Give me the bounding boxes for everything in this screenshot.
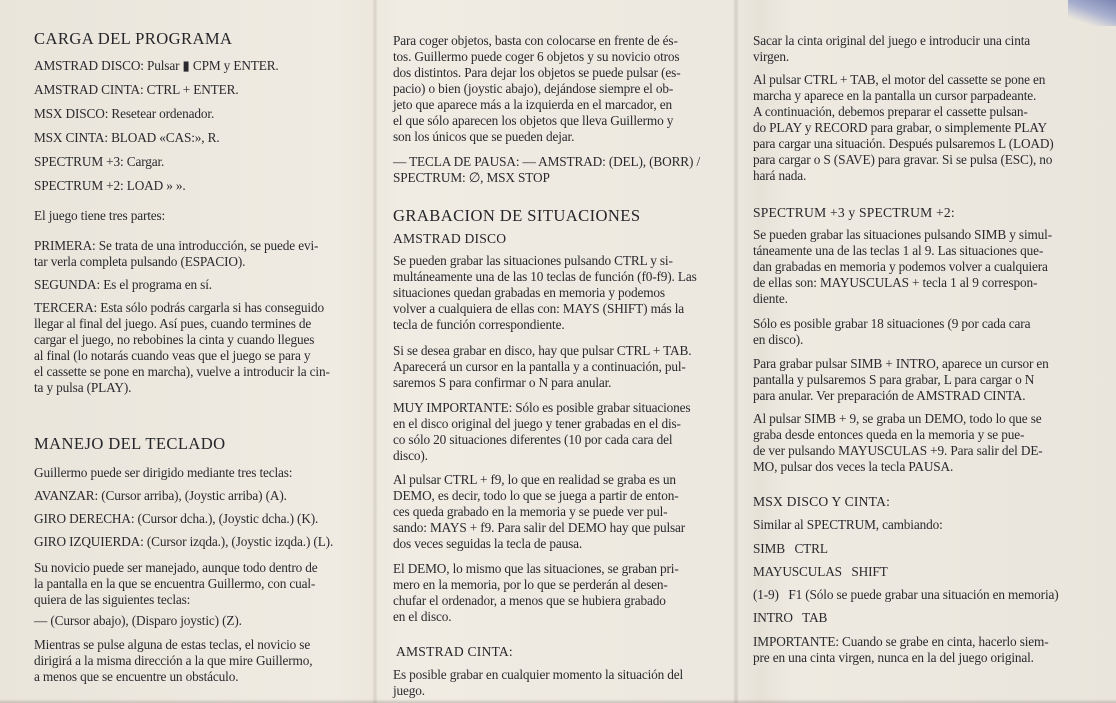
coger-line: el que sólo aparecen los objetos que lleva Guillermo y — [393, 113, 674, 128]
paper-fold — [733, 0, 739, 703]
cinta-line: Es posible grabar en cualquier momento la situación del — [393, 667, 684, 682]
pausa-line: SPECTRUM: ∅, MSX STOP — [393, 170, 550, 185]
sacar-line: virgen. — [753, 49, 790, 64]
f9-line: sando: MAYS + f9. Para salir del DEMO hay que pulsar — [393, 520, 686, 535]
primera-line: PRIMERA: Se trata de una introducción, se puede evi- — [34, 238, 319, 253]
disco-line: Si se desea grabar en disco, hay que pulsar CTRL + TAB. — [393, 343, 692, 358]
spectrum-line: graba desde entonces queda en la memoria y se pue- — [753, 427, 1025, 442]
disco-line: Aparecerá un cursor en la pantalla y a continuación, pul- — [393, 359, 686, 374]
spectrum-line: Se pueden grabar las situaciones pulsando SIMB y simul- — [753, 227, 1053, 242]
coger-line: Para coger objetos, basta con colocarse en frente de és- — [393, 33, 678, 48]
ctrl-tab-line: para cargar una situación. Después pulsaremos L (LOAD) — [753, 136, 1054, 151]
disco-line: situaciones quedan grabadas en memoria y podemos — [393, 285, 665, 300]
tercera-line: cargar el juego, no rebobines la cinta y cuando llegues — [34, 332, 315, 347]
importante-line: pre en una cinta virgen, nunca en la del juego original. — [753, 650, 1034, 665]
key-map-line: (1-9) F1 (Sólo se puede grabar una situación en memoria) — [753, 587, 1059, 602]
disco-line: saremos S para confirmar o N para anular. — [393, 375, 612, 390]
spectrum-line: en disco). — [753, 332, 804, 347]
spectrum-line: de ver pulsando MAYUSCULAS +9. Para salir del DE- — [753, 443, 1043, 458]
carga-line: MSX CINTA: BLOAD «CAS:», R. — [34, 130, 220, 145]
disco-line: multáneamente una de las 10 teclas de función (f0-f9). Las — [393, 269, 697, 284]
muy-importante-line: en el disco original del juego y tener grabadas en el dis- — [393, 416, 681, 431]
coger-line: jeto que aparece más a la izquierda en el marcador, en — [393, 97, 672, 112]
spectrum-line: táneamente una de las teclas 1 al 9. Las situaciones que- — [753, 243, 1044, 258]
segunda-text: SEGUNDA: Es el programa en sí. — [34, 277, 212, 292]
key-map-line: INTRO TAB — [753, 610, 828, 625]
coger-line: pacio) o bien (joystic abajo), dejándose siempre el ob- — [393, 81, 674, 96]
manejo-title: MANEJO DEL TECLADO — [34, 434, 226, 453]
coger-line: dos distintos. Para dejar los objetos se puede pulsar (es- — [393, 65, 681, 80]
grabacion-title: GRABACION DE SITUACIONES — [393, 206, 641, 225]
coger-line: tos. Guillermo puede coger 6 objetos y su novicio otros — [393, 49, 680, 64]
giro-derecha-line: GIRO DERECHA: (Cursor dcha.), (Joystic dcha.) (K). — [34, 511, 319, 526]
importante-line: IMPORTANTE: Cuando se grabe en cinta, hacerlo siem- — [753, 634, 1049, 649]
ctrl-tab-line: A continuación, debemos preparar el cassette pulsan- — [753, 104, 1028, 119]
f9-line: Al pulsar CTRL + f9, lo que en realidad se graba es un — [393, 472, 676, 487]
coger-line: son los únicos que se pueden dejar. — [393, 129, 575, 144]
tercera-line: llegar al final del juego. Así pues, cuando termines de — [34, 316, 312, 331]
muy-importante-line: disco). — [393, 448, 428, 463]
disco-line: Se pueden grabar las situaciones pulsando CTRL y si- — [393, 253, 673, 268]
partes-intro: El juego tiene tres partes: — [34, 208, 166, 223]
demo-line: El DEMO, lo mismo que las situaciones, se graban pri- — [393, 561, 679, 576]
muy-importante-line: co sólo 20 situaciones diferentes (10 por cada cara del — [393, 432, 673, 447]
spectrum-line: Para grabar pulsar SIMB + INTRO, aparece un cursor en — [753, 356, 1049, 371]
disco-line: volver a cualquiera de ellas con: MAYS (SHIFT) más la — [393, 301, 685, 316]
key-map-line: MAYUSCULAS SHIFT — [753, 564, 888, 579]
novicio-line: Su novicio puede ser manejado, aunque todo dentro de — [34, 560, 318, 575]
mientras-line: a menos que se encuentre un obstáculo. — [34, 669, 239, 684]
carga-line: SPECTRUM +2: LOAD » ». — [34, 178, 186, 193]
f9-line: dos veces seguidas la tecla de pausa. — [393, 536, 583, 551]
carga-line: SPECTRUM +3: Cargar. — [34, 154, 165, 169]
carga-line: MSX DISCO: Resetear ordenador. — [34, 106, 215, 121]
sacar-line: Sacar la cinta original del juego e introducir una cinta — [753, 33, 1031, 48]
spectrum-line: Sólo es posible grabar 18 situaciones (9 por cada cara — [753, 316, 1031, 331]
tercera-line: el cassette se pone en marcha), vuelve a introducir la cin- — [34, 364, 330, 379]
novicio-line: la pantalla en la que se encuentra Guillermo, con cual- — [34, 576, 316, 591]
ctrl-tab-line: para cargar o S (SAVE) para gravar. Si se pulsa (ESC), no — [753, 152, 1053, 167]
key-map-line: SIMB CTRL — [753, 541, 828, 556]
manejo-intro: Guillermo puede ser dirigido mediante tres teclas: — [34, 465, 293, 480]
ctrl-tab-line: do PLAY y RECORD para grabar, o simplemente PLAY — [753, 120, 1048, 135]
msx-heading: MSX DISCO Y CINTA: — [753, 494, 891, 509]
similar-line: Similar al SPECTRUM, cambiando: — [753, 517, 943, 532]
carga-line: AMSTRAD DISCO: Pulsar ▮ CPM y ENTER. — [34, 58, 279, 73]
ctrl-tab-line: hará nada. — [753, 168, 807, 183]
spectrum-heading: SPECTRUM +3 y SPECTRUM +2: — [753, 205, 955, 220]
avanzar-line: AVANZAR: (Cursor arriba), (Joystic arriba) (A). — [34, 488, 287, 503]
disco-line: tecla de función correspondiente. — [393, 317, 565, 332]
mientras-line: dirigirá a la misma dirección a la que mire Guillermo, — [34, 653, 313, 668]
f9-line: DEMO, es decir, todo lo que se juega a partir de enton- — [393, 488, 679, 503]
ctrl-tab-line: marcha y aparece en la pantalla un cursor parpadeante. — [753, 88, 1037, 103]
muy-importante-line: MUY IMPORTANTE: Sólo es posible grabar situaciones — [393, 400, 691, 415]
amstrad-cinta-heading: AMSTRAD CINTA: — [396, 644, 513, 659]
f9-line: ces queda grabado en la memoria y se puede ver pul- — [393, 504, 668, 519]
tercera-line: al final (lo notarás cuando veas que el juego se para y — [34, 348, 311, 363]
spectrum-line: MO, pulsar dos veces la tecla PAUSA. — [753, 459, 954, 474]
pausa-line: — TECLA DE PAUSA: — AMSTRAD: (DEL), (BORR) / — [393, 154, 701, 169]
corner-shadow — [1068, 0, 1116, 26]
mientras-line: Mientras se pulse alguna de estas teclas, el novicio se — [34, 637, 311, 652]
demo-line: chufar el ordenador, a menos que se hubiera grabado — [393, 593, 666, 608]
demo-line: en el disco. — [393, 609, 452, 624]
carga-title: CARGA DEL PROGRAMA — [34, 29, 233, 48]
ctrl-tab-line: Al pulsar CTRL + TAB, el motor del cassette se pone en — [753, 72, 1046, 87]
paper-edge — [0, 699, 1116, 703]
spectrum-line: de ellas son: MAYUSCULAS + tecla 1 al 9 correspon- — [753, 275, 1038, 290]
spectrum-line: Al pulsar SIMB + 9, se graba un DEMO, todo lo que se — [753, 411, 1042, 426]
giro-izquierda-line: GIRO IZQUIERDA: (Cursor izqda.), (Joystic izqda.) (L). — [34, 534, 334, 549]
cinta-line: juego. — [393, 683, 425, 698]
spectrum-line: dan grabadas en memoria y podemos volver a cualquiera — [753, 259, 1048, 274]
amstrad-disco-heading: AMSTRAD DISCO — [393, 231, 507, 246]
carga-line: AMSTRAD CINTA: CTRL + ENTER. — [34, 82, 239, 97]
tercera-line: TERCERA: Esta sólo podrás cargarla si has conseguido — [34, 300, 324, 315]
spectrum-line: diente. — [753, 291, 788, 306]
tercera-line: ta y pulsa (PLAY). — [34, 380, 132, 395]
spectrum-line: pantalla y pulsaremos S para grabar, L para cargar o N — [753, 372, 1035, 387]
novicio-line: quiera de las siguientes teclas: — [34, 592, 191, 607]
spectrum-line: para anular. Ver preparación de AMSTRAD CINTA. — [753, 388, 1026, 403]
primera-line: tar verla completa pulsando (ESPACIO). — [34, 254, 246, 269]
cursor-abajo-line: — (Cursor abajo), (Disparo joystic) (Z). — [34, 613, 242, 628]
paper-fold — [372, 0, 378, 703]
demo-line: mero en la memoria, por lo que se perderán al desen- — [393, 577, 668, 592]
